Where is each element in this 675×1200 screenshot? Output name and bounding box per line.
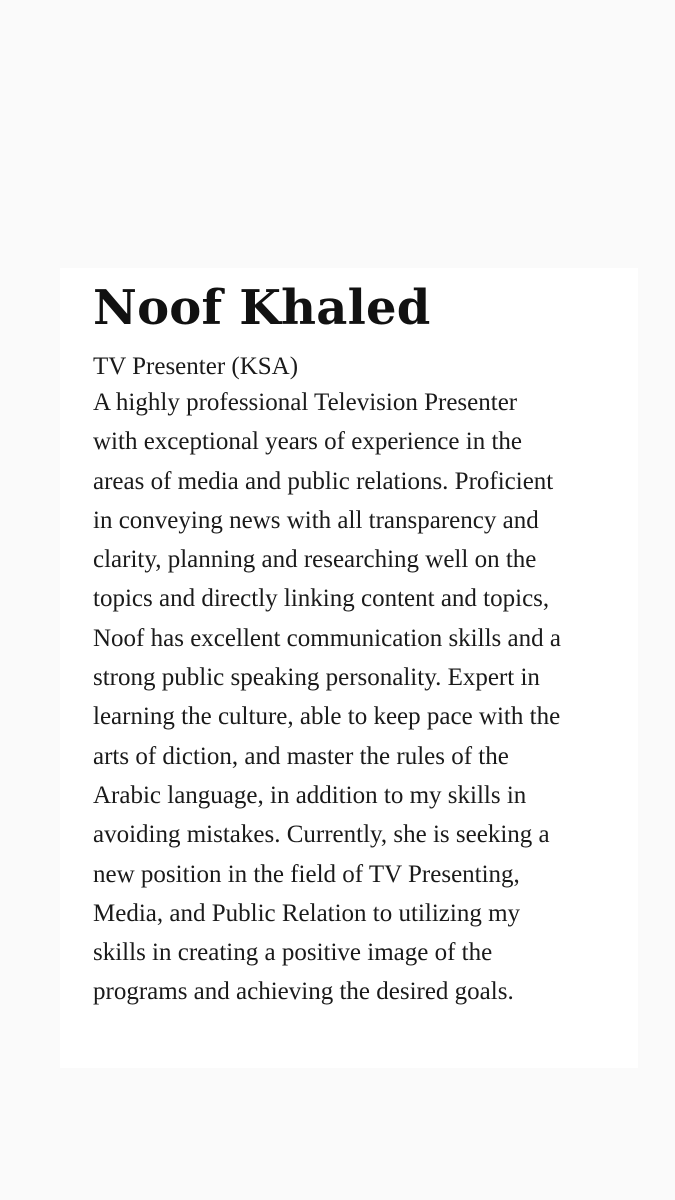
- bio-line: A highly professional Television Presenter: [93, 389, 518, 416]
- bio-line: programs and achieving the desired goals.: [93, 978, 514, 1006]
- bio-line: avoiding mistakes. Currently, she is seeking a: [93, 821, 550, 849]
- bio-line: in conveying news with all transparency and: [93, 506, 539, 534]
- profile-name: Noof Khaled: [93, 280, 431, 336]
- bio-line: new position in the field of TV Presenting,: [93, 860, 520, 888]
- bio-line: learning the culture, able to keep pace with the: [93, 703, 561, 731]
- bio-line: skills in creating a positive image of the: [93, 939, 493, 967]
- bio-line: areas of media and public relations. Proficient: [93, 467, 554, 495]
- bio-line: Arabic language, in addition to my skills in: [93, 781, 527, 809]
- bio-line: arts of diction, and master the rules of the: [93, 742, 509, 770]
- profile-subtitle: TV Presenter (KSA): [93, 353, 299, 380]
- bio-line: topics and directly linking content and topics,: [93, 585, 550, 613]
- bio-line: with exceptional years of experience in the: [93, 428, 522, 456]
- bio-line: clarity, planning and researching well on the: [93, 546, 537, 574]
- bio-line: Media, and Public Relation to utilizing my: [93, 899, 521, 927]
- profile-bio: [93, 383, 643, 1012]
- bio-line: Noof has excellent communication skills and a: [93, 624, 561, 652]
- bio-line: strong public speaking personality. Expert in: [93, 664, 540, 692]
